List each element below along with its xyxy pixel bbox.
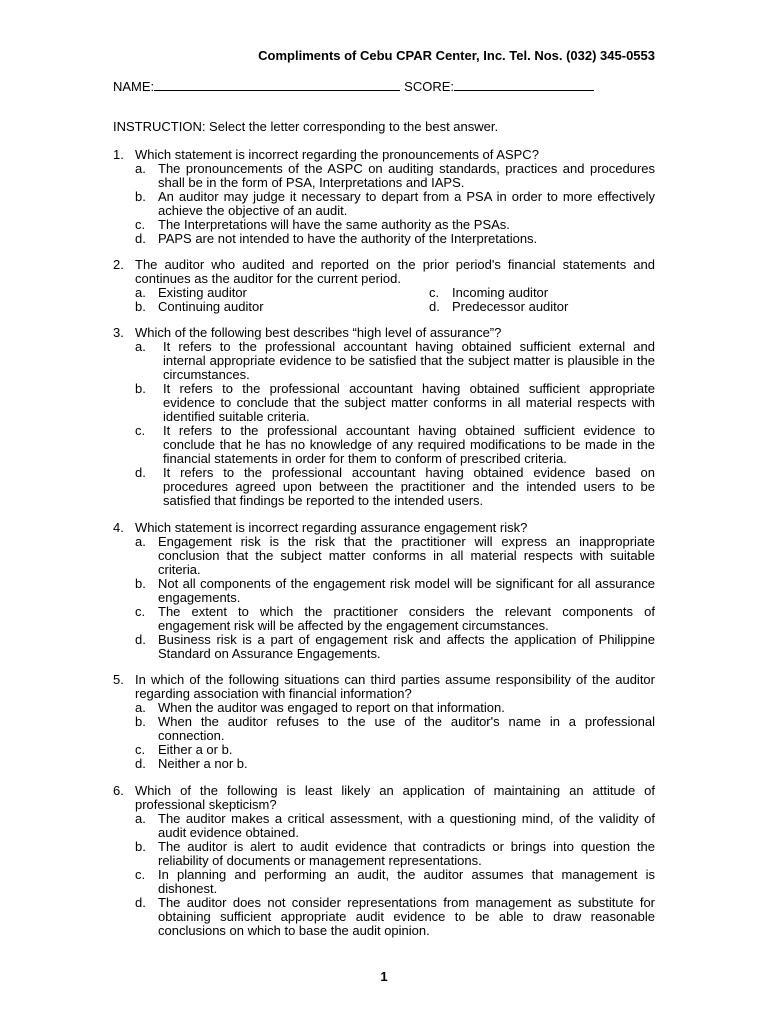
choice-text: When the auditor was engaged to report on that information. bbox=[158, 700, 505, 715]
choice-letter: d. bbox=[135, 465, 146, 480]
choice-letter: d. bbox=[135, 895, 146, 910]
choice-b bbox=[135, 190, 655, 218]
choice-letter: b. bbox=[135, 299, 146, 314]
choice-b bbox=[135, 840, 655, 868]
question-number: 6. bbox=[113, 783, 124, 798]
choice-letter: d. bbox=[135, 632, 146, 647]
question-number: 3. bbox=[113, 325, 124, 340]
choice-d bbox=[135, 896, 655, 938]
question-stem: The auditor who audited and reported on the prior period's financial statements and continues as the auditor for the current period. bbox=[135, 257, 655, 286]
question-number: 2. bbox=[113, 257, 124, 272]
choice-c bbox=[135, 868, 655, 896]
choice-text: Incoming auditor bbox=[452, 285, 549, 300]
choice-text: It refers to the professional accountant having obtained sufficient appropriate evidence to conclude that the subject matter conforms in all material respects with identified suitable criteria. bbox=[163, 381, 655, 424]
choice-d bbox=[429, 300, 655, 314]
choice-c bbox=[135, 424, 655, 466]
choice-d bbox=[135, 757, 655, 771]
choice-a bbox=[135, 162, 655, 190]
choice-d bbox=[135, 466, 655, 508]
question-stem: In which of the following situations can third parties assume responsibility of the auditor regarding association with financial information? bbox=[135, 672, 655, 701]
choice-b bbox=[135, 382, 655, 424]
choice-letter: d. bbox=[429, 299, 440, 314]
choice-text: The extent to which the practitioner considers the relevant components of engagement risk will be affected by the engagement circumstances. bbox=[158, 604, 655, 633]
question-5 bbox=[113, 673, 655, 771]
choice-d bbox=[135, 232, 655, 246]
choice-letter: a. bbox=[135, 339, 146, 354]
choice-c bbox=[429, 286, 655, 300]
name-label: NAME: bbox=[113, 79, 155, 94]
choice-text: The Interpretations will have the same authority as the PSAs. bbox=[158, 217, 510, 232]
score-blank[interactable] bbox=[454, 78, 594, 91]
choice-a bbox=[135, 535, 655, 577]
choice-letter: c. bbox=[135, 867, 146, 882]
question-number: 4. bbox=[113, 520, 124, 535]
choice-text: Existing auditor bbox=[158, 285, 247, 300]
choice-text: The pronouncements of the ASPC on auditing standards, practices and procedures shall be in the form of PSA, Interpretations and IAPS. bbox=[158, 161, 655, 190]
choice-letter: c. bbox=[135, 423, 146, 438]
choice-c bbox=[135, 218, 655, 232]
question-number: 5. bbox=[113, 672, 124, 687]
choice-letter: c. bbox=[429, 285, 440, 300]
choice-c bbox=[135, 743, 655, 757]
question-stem: Which of the following is least likely an application of maintaining an attitude of professional skepticism? bbox=[135, 783, 655, 812]
choice-text: Engagement risk is the risk that the practitioner will express an inappropriate conclusion that the subject matter conforms in all material respects with suitable criteria. bbox=[158, 534, 655, 577]
name-blank[interactable] bbox=[154, 78, 400, 91]
page-header: Compliments of Cebu CPAR Center, Inc. Tel. Nos. (032) 345-0553 bbox=[258, 48, 655, 63]
choice-text: It refers to the professional accountant having obtained evidence based on procedures agreed upon between the practitioner and the intended users to be satisfied that findings be reported to the intended users. bbox=[163, 465, 655, 508]
question-1 bbox=[113, 148, 655, 246]
choice-letter: d. bbox=[135, 756, 146, 771]
choice-letter: b. bbox=[135, 381, 146, 396]
choice-b bbox=[135, 300, 429, 314]
choice-text: An auditor may judge it necessary to depart from a PSA in order to more effectively achieve the objective of an audit. bbox=[158, 189, 655, 218]
score-label: SCORE: bbox=[404, 79, 455, 94]
choice-text: Predecessor auditor bbox=[452, 299, 569, 314]
choice-letter: a. bbox=[135, 285, 146, 300]
page-number: 1 bbox=[380, 969, 388, 984]
choice-b bbox=[135, 577, 655, 605]
question-stem: Which statement is incorrect regarding the pronouncements of ASPC? bbox=[135, 147, 539, 162]
choice-text: When the auditor refuses to the use of the auditor's name in a professional connection. bbox=[158, 714, 655, 743]
choice-c bbox=[135, 605, 655, 633]
choice-letter: b. bbox=[135, 576, 146, 591]
choice-d bbox=[135, 633, 655, 661]
choice-letter: c. bbox=[135, 604, 146, 619]
choice-text: The auditor is alert to audit evidence that contradicts or brings into question the reliability of documents or management representations. bbox=[158, 839, 655, 868]
choice-a bbox=[135, 340, 655, 382]
question-6 bbox=[113, 784, 655, 938]
choice-text: Not all components of the engagement risk model will be significant for all assurance engagements. bbox=[158, 576, 655, 605]
question-stem: Which of the following best describes “high level of assurance”? bbox=[135, 325, 502, 340]
question-4 bbox=[113, 521, 655, 661]
choice-a bbox=[135, 701, 655, 715]
choice-text: Continuing auditor bbox=[158, 299, 264, 314]
choice-letter: b. bbox=[135, 839, 146, 854]
choice-letter: a. bbox=[135, 811, 146, 826]
question-stem: Which statement is incorrect regarding assurance engagement risk? bbox=[135, 520, 528, 535]
choice-letter: a. bbox=[135, 700, 146, 715]
instruction-text: INSTRUCTION: Select the letter corresponding to the best answer. bbox=[113, 119, 499, 134]
choice-letter: a. bbox=[135, 534, 146, 549]
choice-letter: b. bbox=[135, 189, 146, 204]
choice-letter: a. bbox=[135, 161, 146, 176]
choice-text: In planning and performing an audit, the auditor assumes that management is dishonest. bbox=[158, 867, 655, 896]
question-2 bbox=[113, 258, 655, 314]
choice-letter: b. bbox=[135, 714, 146, 729]
choice-text: It refers to the professional accountant having obtained sufficient external and internal appropriate evidence to be satisfied that the subject matter is plausible in the circumstances. bbox=[163, 339, 655, 382]
choice-a bbox=[135, 286, 429, 300]
name-score-line bbox=[113, 78, 594, 94]
question-3 bbox=[113, 326, 655, 508]
choice-text: PAPS are not intended to have the authority of the Interpretations. bbox=[158, 231, 538, 246]
choice-b bbox=[135, 715, 655, 743]
choice-letter: c. bbox=[135, 742, 146, 757]
choice-letter: d. bbox=[135, 231, 146, 246]
choice-text: The auditor does not consider representations from management as substitute for obtaining sufficient appropriate audit evidence to be able to draw reasonable conclusions on which to base the audit opinion. bbox=[158, 895, 655, 938]
question-number: 1. bbox=[113, 147, 124, 162]
choice-text: Business risk is a part of engagement risk and affects the application of Philippine Standard on Assurance Engagements. bbox=[158, 632, 655, 661]
choice-text: The auditor makes a critical assessment, with a questioning mind, of the validity of audit evidence obtained. bbox=[158, 811, 655, 840]
choice-text: It refers to the professional accountant having obtained sufficient evidence to conclude that he has no knowledge of any required modifications to be made in the financial statements in order for them to conform of prescribed criteria. bbox=[163, 423, 655, 466]
choice-text: Either a or b. bbox=[158, 742, 233, 757]
choice-a bbox=[135, 812, 655, 840]
choice-letter: c. bbox=[135, 217, 146, 232]
choice-text: Neither a nor b. bbox=[158, 756, 248, 771]
